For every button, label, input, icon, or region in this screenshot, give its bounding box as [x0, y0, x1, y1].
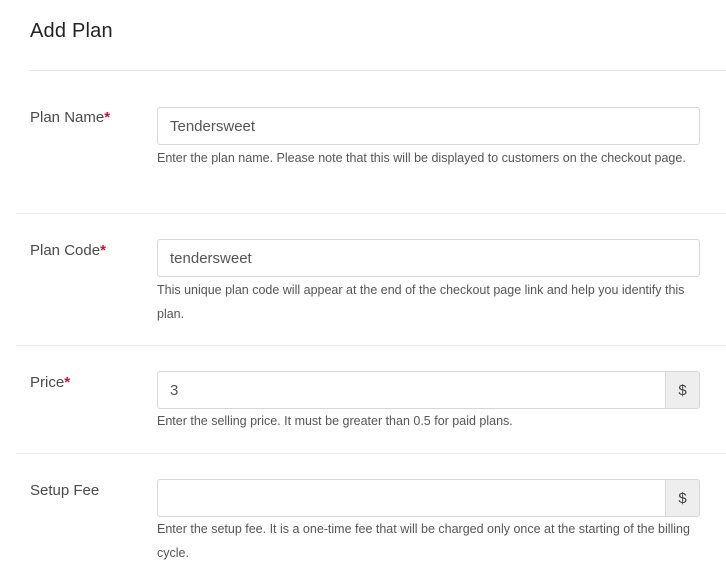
plan-code-input[interactable] [157, 239, 700, 277]
required-marker: * [104, 109, 111, 126]
form-row-plan-name [16, 88, 726, 214]
header-divider [30, 70, 726, 71]
plan-code-label [30, 242, 106, 259]
required-marker: * [64, 374, 71, 391]
price-label-text: Price [30, 374, 65, 391]
price-input[interactable] [157, 371, 666, 409]
plan-name-input[interactable] [157, 107, 700, 145]
plan-code-label-text: Plan Code [30, 242, 101, 259]
setup-fee-input-group [157, 479, 700, 517]
page-title: Add Plan [30, 20, 113, 42]
plan-name-help: Enter the plan name. Please note that this will be displayed to customers on the checkout page. [157, 151, 686, 165]
plan-name-label [30, 109, 110, 126]
required-marker: * [100, 242, 106, 259]
form-row-setup-fee [16, 454, 726, 580]
setup-fee-input[interactable] [157, 479, 666, 517]
plan-code-help: This unique plan code will appear at the end of the checkout page link and help you identify this plan. [157, 283, 685, 321]
plan-code-input-wrap [157, 239, 700, 277]
plan-name-input-wrap [157, 107, 700, 145]
form-row-price [16, 346, 726, 454]
plan-name-label-text: Plan Name [30, 109, 105, 126]
price-currency-addon: $ [666, 371, 700, 409]
setup-fee-help: Enter the setup fee. It is a one-time fee that will be charged only once at the starting of the billing cycle. [157, 522, 690, 560]
price-label [30, 374, 70, 391]
price-input-group [157, 371, 700, 409]
price-help: Enter the selling price. It must be greater than 0.5 for paid plans. [157, 414, 513, 428]
form-row-plan-code [16, 214, 726, 346]
setup-fee-currency-addon: $ [666, 479, 700, 517]
setup-fee-label-text: Setup Fee [30, 482, 100, 499]
setup-fee-label [30, 482, 99, 499]
